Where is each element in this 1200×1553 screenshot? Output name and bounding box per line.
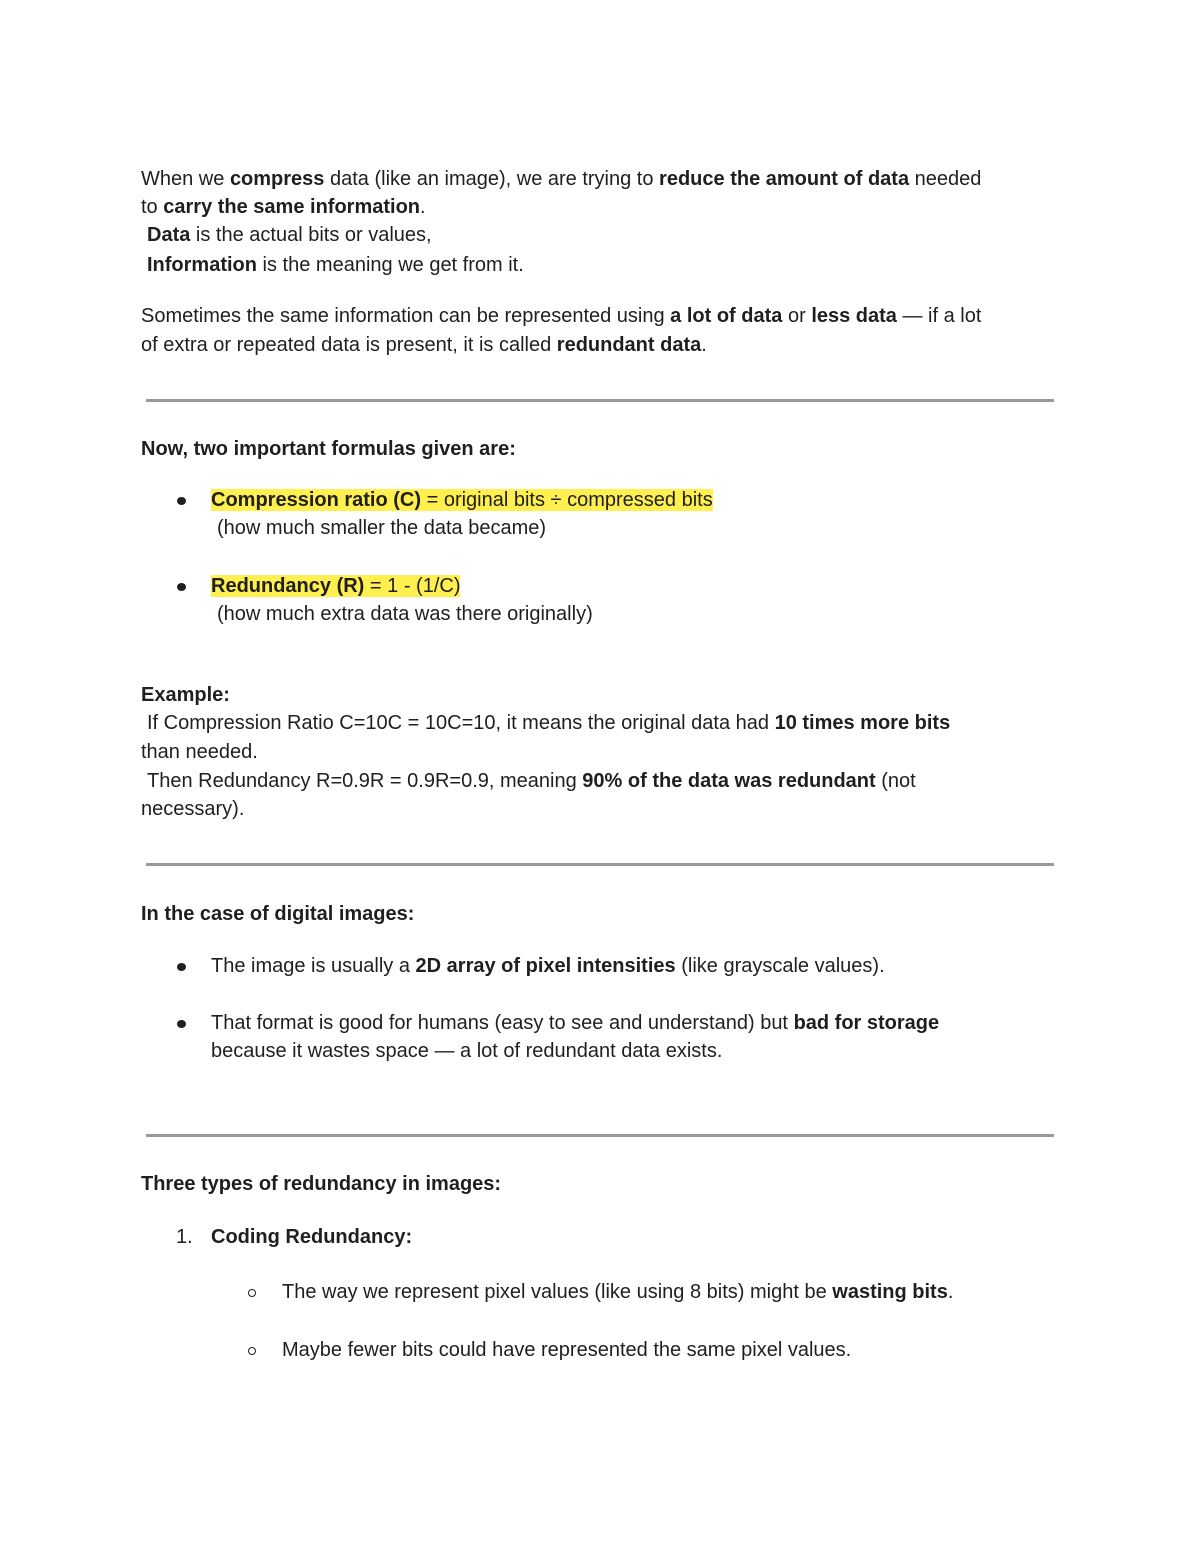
hollow-bullet-icon [248, 1347, 256, 1355]
divider [146, 399, 1054, 402]
divider [146, 1134, 1054, 1137]
para2-line-2: of extra or repeated data is present, it is called redundant data. [141, 334, 707, 356]
bullet-icon [177, 1020, 186, 1028]
para2-line-1: Sometimes the same information can be represented using a lot of data or less data — if a lot [141, 305, 982, 327]
intro-line-1: When we compress data (like an image), we are trying to reduce the amount of data needed [141, 168, 982, 190]
intro-line-3: Data is the actual bits or values, [147, 224, 432, 246]
bullet-icon [177, 963, 186, 971]
digital-item-1: The image is usually a 2D array of pixel intensities (like grayscale values). [211, 955, 885, 977]
example-line-1: If Compression Ratio C=10C = 10C=10, it means the original data had 10 times more bits [147, 712, 951, 734]
example-line-4: necessary). [141, 798, 245, 820]
coding-redundancy-point-1: The way we represent pixel values (like using 8 bits) might be wasting bits. [282, 1281, 954, 1303]
digital-heading: In the case of digital images: [141, 903, 415, 925]
example-line-2: than needed. [141, 741, 258, 763]
digital-item-2-line-2: because it wastes space — a lot of redundant data exists. [211, 1040, 723, 1062]
intro-line-2: to carry the same information. [141, 196, 426, 218]
formula-compression-ratio: Compression ratio (C) = original bits ÷ compressed bits [211, 489, 713, 511]
formula-compression-ratio-note: (how much smaller the data became) [217, 517, 547, 539]
hollow-bullet-icon [248, 1289, 256, 1297]
example-heading: Example: [141, 684, 230, 706]
formula-redundancy: Redundancy (R) = 1 - (1/C) [211, 575, 461, 597]
divider [146, 863, 1054, 866]
types-heading: Three types of redundancy in images: [141, 1173, 502, 1195]
formulas-heading: Now, two important formulas given are: [141, 438, 516, 460]
coding-redundancy-title: Coding Redundancy: [211, 1226, 413, 1248]
list-number: 1. [176, 1226, 193, 1248]
digital-item-2-line-1: That format is good for humans (easy to see and understand) but bad for storage [211, 1012, 940, 1034]
formula-redundancy-note: (how much extra data was there originally) [217, 603, 593, 625]
example-line-3: Then Redundancy R=0.9R = 0.9R=0.9, meaning 90% of the data was redundant (not [147, 770, 916, 792]
intro-line-4: Information is the meaning we get from it. [147, 254, 524, 276]
bullet-icon [177, 583, 186, 591]
bullet-icon [177, 497, 186, 505]
coding-redundancy-point-2: Maybe fewer bits could have represented the same pixel values. [282, 1339, 852, 1361]
